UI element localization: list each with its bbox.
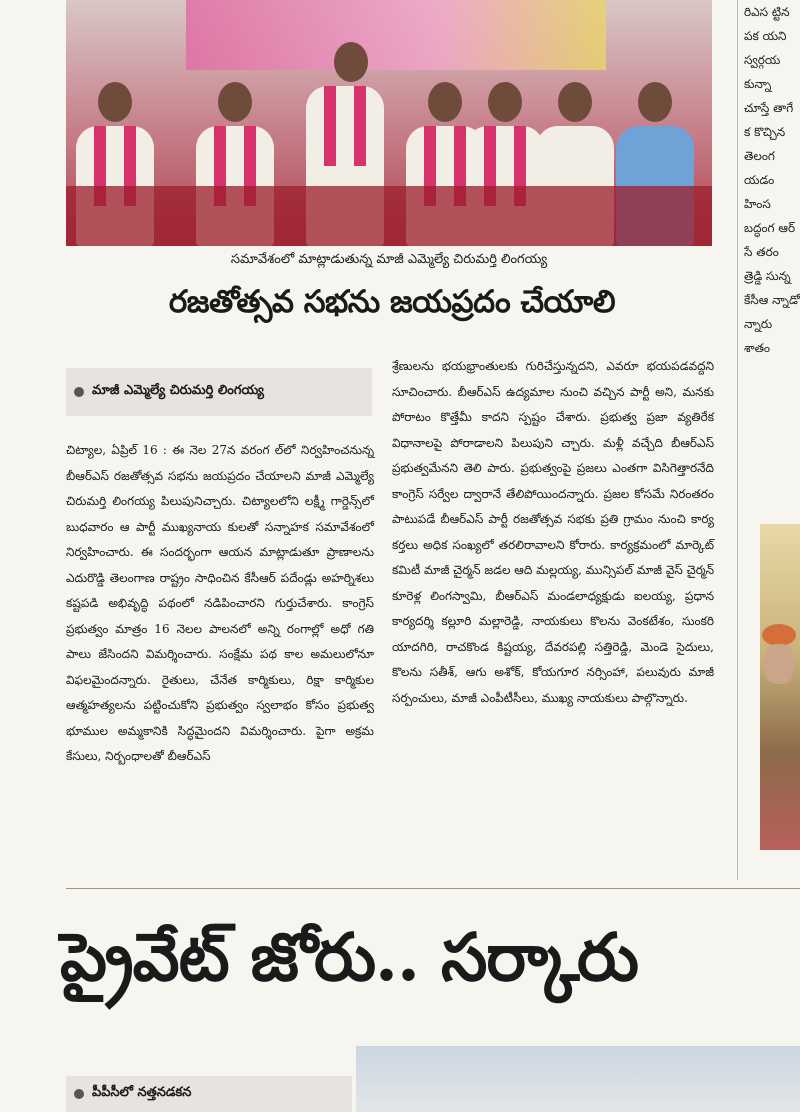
photo-turban [762,624,796,646]
section-divider [66,888,800,889]
next-subheading-box [66,1076,352,1112]
bullet-icon [74,387,84,397]
photo-caption: సమావేశంలో మాట్లాడుతున్న మాజీ ఎమ్మెల్యే చిరుమర్తి లింగయ్య [230,252,548,267]
article-column-1: చిట్యాల, ఏప్రిల్ 16 : ఈ నెల 27న వరంగ ల్‌లో నిర్వహించనున్న బీఆర్ఎస్ రజతోత్సవ సభను జయప్రదం చేయాలని మాజీ ఎమ్మెల్యే చిరుమర్తి లింగయ్య పిలుపునిచ్చారు. చిట్యాలలోని లక్ష్మీ గార్డెన్స్‌లో బుధవారం ఆ పార్టీ ముఖ్యనాయ కులతో సన్నాహక సమావేశంలో నిర్వహించారు. ఈ సందర్భంగా ఆయన మాట్లాడుతూ ప్రాణాలను ఎదురొడ్డి తెలంగాణ రాష్ట్రం సాధించిన కేసీఆర్ పదేండ్లు అహర్నిశలు కష్టపడి అభివృద్ధి పథంలో నడిపించారని గుర్తుచేశారు. కాంగ్రెస్ ప్రభుత్వం మాత్రం 16 నెలల పాలనలో అన్ని రంగాల్లో అధో గతి పాలు జేసిందని విమర్శించారు. సంక్షేమ పథ కాల అమలులోనూ విఫలమైందన్నారు. రైతులు, చేనేత కార్మికులు, రిక్షా కార్మికుల ఆత్మహత్యలను పట్టించుకోని ప్రభుత్వం స్వలాభం కోసం ప్రభుత్వ భూముల అమ్మకానికి సిద్ధమైందని విమర్శించారు. పైగా అక్రమ కేసులు, నిర్బంధాలతో బీఆర్ఎస్ [66,443,374,763]
subheading-box [66,368,372,416]
adjacent-photo [760,524,800,850]
bullet-icon [74,1089,84,1099]
column-divider [737,0,738,880]
photo-face [764,644,794,684]
article-column-2: శ్రేణులను భయభ్రాంతులకు గురిచేస్తున్నదని, ఎవరూ భయపడవద్దని సూచించారు. బీఆర్ఎస్ ఉద్యమాల నుంచి వచ్చిన పార్టీ అని, మనకు పోరాటం కొత్తేమీ కాదని స్పష్టం చేశారు. ప్రభుత్వ ప్రజా వ్యతిరేక విధానాలపై పోరాడాలని పిలుపుని చ్చారు. మళ్లీ వచ్చేది బీఆర్ఎస్ ప్రభుత్వమేనని తెలి పారు. ప్రభుత్వంపై ప్రజలు ఎంతగా విసిగెత్తారనేది కాంగ్రెస్ సర్వేల ద్వారానే తేలిపోయిందన్నారు. ప్రజల కోసమే నిరంతరం పాటుపడే బీఆర్ఎస్ పార్టీ రజతోత్సవ సభకు ప్రతి గ్రామం నుంచి కార్య కర్తలు అధిక సంఖ్యలో తరలిరావాలని కోరారు. కార్యక్రమంలో మార్కెట్ కమిటీ మాజీ చైర్మన్ జడల ఆది మల్లయ్య, మున్సిపల్ మాజీ వైస్ చైర్మన్ కూరెళ్ల లింగస్వామి, బీఆర్ఎస్ మండలాధ్యక్షుడు ఐలయ్య, ప్రధాన కార్యదర్శి కల్లూరి మల్లారెడ్డి, నాయకులు కొలను వెంకటేశం, సుంకరి యాదగిరి, రాచకొండ కిష్టయ్య, దేవరపల్లి సత్తిరెడ్డి, మెండె సైదులు, కొలను సతీశ్, ఆగు అశోక్, కోయగూర నర్సింహా, పలువురు మాజీ సర్పంచులు, మాజీ ఎంపీటీసీలు, ముఖ్య నాయకులు పాల్గొన్నారు. [392,359,714,705]
next-subheading-text: పీపీసీలో నత్తనడకన [92,1085,192,1100]
adjacent-article-fragment: రిఎస ట్టిన పక యని స్వర్గయ కున్నా చూస్తే తాగే క కొచ్చిన తెలంగ యడం హింస బద్ధంగ ఆర్ సే తరం త్రెడ్డి సున్న కేసీఆ న్నాడో న్నారు శాతం [744,5,800,355]
news-photo [66,0,712,246]
article-headline: రజతోత్సవ సభను జయప్రదం చేయాలి [168,284,616,320]
subheading-text: మాజీ ఎమ్మెల్యే చిరుమర్తి లింగయ్య [92,383,264,398]
next-article-headline: ప్రైవేట్ జోరు.. సర్కారు [60,918,638,996]
next-article-photo [356,1046,800,1112]
photo-sofa [66,186,712,246]
